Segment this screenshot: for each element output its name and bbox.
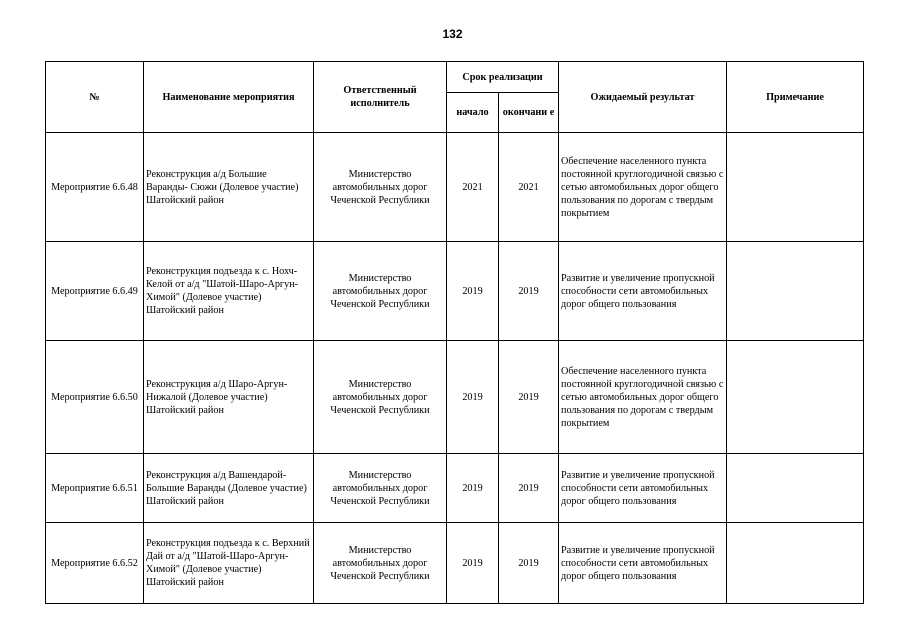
- cell-end: 2021: [499, 133, 559, 242]
- col-header-end: окончани е: [499, 93, 559, 133]
- col-header-note: Примечание: [727, 62, 864, 133]
- col-header-start: начало: [447, 93, 499, 133]
- cell-executor: Министерство автомобильных дорог Чеченской Республики: [314, 523, 447, 604]
- page-number: 132: [442, 27, 463, 41]
- cell-note: [727, 133, 864, 242]
- col-header-result: Ожидаемый результат: [559, 62, 727, 133]
- cell-num: Мероприятие 6.6.49: [46, 242, 144, 341]
- cell-note: [727, 242, 864, 341]
- cell-name: Реконструкция а/д Шаро-Аргун-Нижалой (Долевое участие) Шатойский район: [144, 341, 314, 454]
- cell-num: Мероприятие 6.6.51: [46, 454, 144, 523]
- col-header-term: Срок реализации: [447, 62, 559, 93]
- cell-num: Мероприятие 6.6.52: [46, 523, 144, 604]
- header-row: [46, 62, 864, 93]
- cell-start: 2019: [447, 523, 499, 604]
- table-row: [46, 133, 864, 242]
- cell-name: Реконструкция подъезда к с. Нохч-Келой от а/д "Шатой-Шаро-Аргун-Химой" (Долевое участие) Шатойский район: [144, 242, 314, 341]
- cell-end: 2019: [499, 454, 559, 523]
- cell-end: 2019: [499, 523, 559, 604]
- cell-end: 2019: [499, 242, 559, 341]
- cell-start: 2019: [447, 242, 499, 341]
- table-row: [46, 341, 864, 454]
- cell-name: Реконструкция а/д Вашендарой-Большие Варанды (Долевое участие) Шатойский район: [144, 454, 314, 523]
- cell-result: Развитие и увеличение пропускной способности сети автомобильных дорог общего пользования: [559, 523, 727, 604]
- cell-name: Реконструкция подъезда к с. Верхний Дай от а/д "Шатой-Шаро-Аргун-Химой" (Долевое участие) Шатойский район: [144, 523, 314, 604]
- cell-end: 2019: [499, 341, 559, 454]
- cell-executor: Министерство автомобильных дорог Чеченской Республики: [314, 242, 447, 341]
- col-header-executor: Ответственный исполнитель: [314, 62, 447, 133]
- cell-start: 2021: [447, 133, 499, 242]
- col-header-name: Наименование мероприятия: [144, 62, 314, 133]
- col-header-num: №: [46, 62, 144, 133]
- cell-result: Развитие и увеличение пропускной способности сети автомобильных дорог общего пользования: [559, 454, 727, 523]
- cell-name: Реконструкция а/д Большие Варанды- Сюжи (Долевое участие) Шатойский район: [144, 133, 314, 242]
- cell-num: Мероприятие 6.6.50: [46, 341, 144, 454]
- cell-note: [727, 523, 864, 604]
- table-row: [46, 242, 864, 341]
- cell-note: [727, 454, 864, 523]
- table-row: [46, 454, 864, 523]
- cell-executor: Министерство автомобильных дорог Чеченской Республики: [314, 133, 447, 242]
- table-row: [46, 523, 864, 604]
- cell-result: Обеспечение населенного пункта постоянной круглогодичной связью с сетью автомобильных дорог общего пользования по дорогам с твердым покрытием: [559, 133, 727, 242]
- cell-note: [727, 341, 864, 454]
- cell-result: Развитие и увеличение пропускной способности сети автомобильных дорог общего пользования: [559, 242, 727, 341]
- cell-executor: Министерство автомобильных дорог Чеченской Республики: [314, 341, 447, 454]
- measures-table: [45, 61, 864, 604]
- cell-result: Обеспечение населенного пункта постоянной круглогодичной связью с сетью автомобильных дорог общего пользования по дорогам с твердым покрытием: [559, 341, 727, 454]
- cell-start: 2019: [447, 341, 499, 454]
- cell-num: Мероприятие 6.6.48: [46, 133, 144, 242]
- cell-executor: Министерство автомобильных дорог Чеченской Республики: [314, 454, 447, 523]
- cell-start: 2019: [447, 454, 499, 523]
